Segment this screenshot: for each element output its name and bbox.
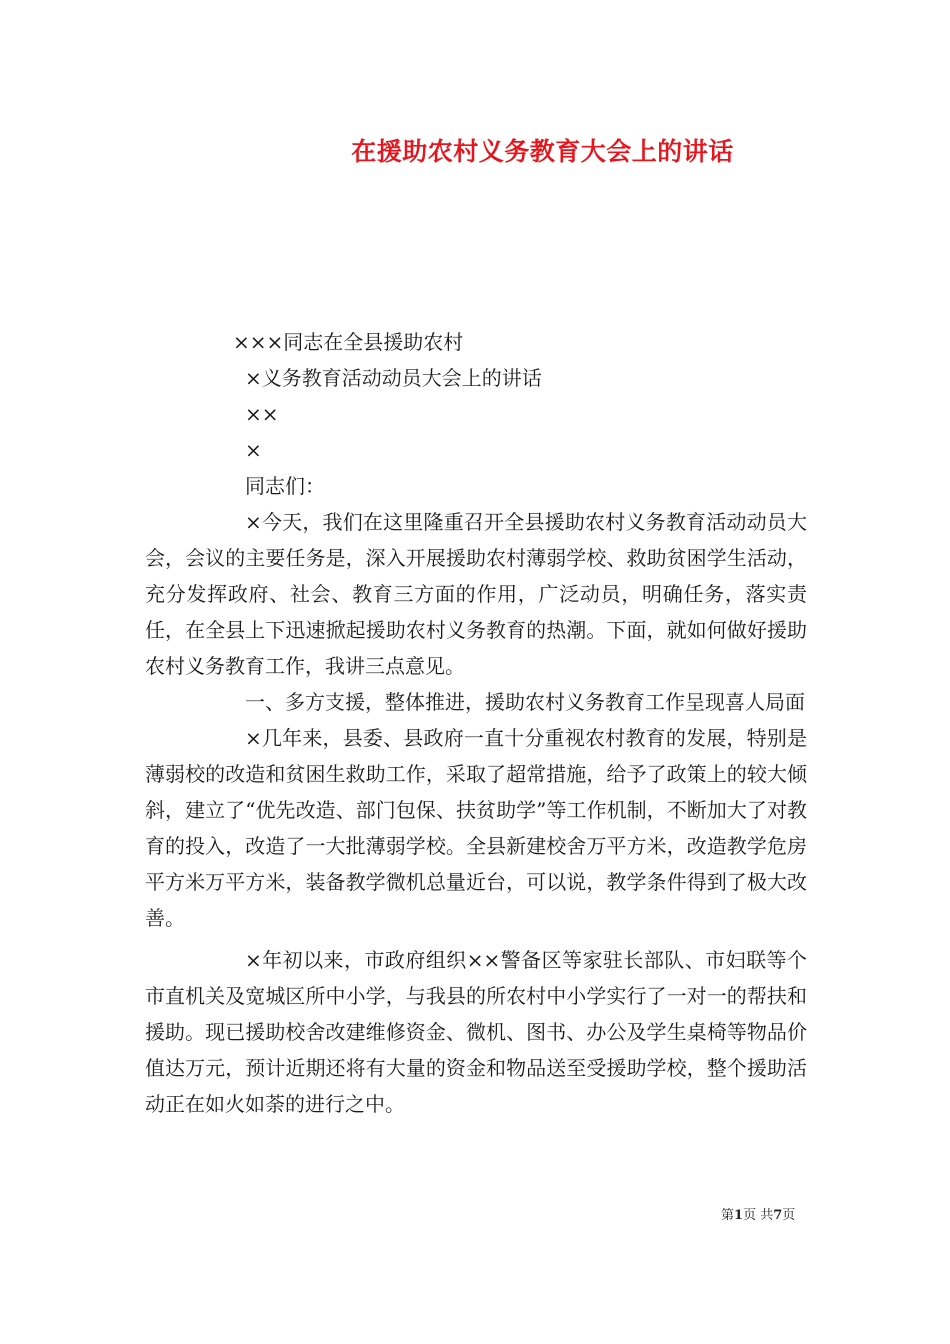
footer-page-number: 1 <box>734 1208 744 1223</box>
document-title: 在援助农村义务教育大会上的讲话 <box>351 137 734 166</box>
salutation: 同志们： <box>245 474 325 498</box>
paragraph-opening: ×今天，我们在这里隆重召开全县援助农村义务教育活动动员大会，会议的主要任务是，深入开展援助农村薄弱学校、救助贫困学生活动，充分发挥政府、社会、教育三方面的作用，广泛动员，明确任务，落实责任，在全县上下迅速掀起援助农村义务教育的热潮。下面，就如何做好援助农村义务教育工作，我讲三点意见。 <box>145 510 807 678</box>
paragraph-assistance: ×年初以来，市政府组织××警备区等家驻长部队、市妇联等个市直机关及宽城区所中小学，与我县的所农村中小学实行了一对一的帮扶和援助。现已援助校舍改建维修资金、微机、图书、办公及学生桌椅等物品价值达万元，预计近期还将有大量的资金和物品送至受援助学校，整个援助活动正在如火如荼的进行之中。 <box>145 948 807 1116</box>
page-footer <box>721 1204 795 1223</box>
footer-prefix: 第 <box>721 1208 735 1223</box>
section-heading-1: 一、多方支援，整体推进，援助农村义务教育工作呈现喜人局面 <box>245 690 805 714</box>
footer-total-pages: 7 <box>773 1208 783 1223</box>
footer-suffix: 页 <box>782 1208 796 1223</box>
speech-header-line-2: ×义务教育活动动员大会上的讲话 <box>245 366 542 390</box>
document-body <box>145 324 807 1122</box>
speech-header-line-1: ×××同志在全县援助农村 <box>233 330 464 354</box>
paragraph-progress: ×几年来，县委、县政府一直十分重视农村教育的发展，特别是薄弱校的改造和贫困生救助工作，采取了超常措施，给予了政策上的较大倾斜，建立了“优先改造、部门包保、扶贫助学”等工作机制，不断加大了对教育的投入，改造了一大批薄弱学校。全县新建校舍万平方米，改造教学危房平方米万平方米，装备教学微机总量近台，可以说，教学条件得到了极大改善。 <box>145 726 807 930</box>
footer-middle: 页 共 <box>743 1208 774 1223</box>
speech-header-line-4: × <box>245 438 262 462</box>
speech-header-line-3: ×× <box>245 402 279 426</box>
